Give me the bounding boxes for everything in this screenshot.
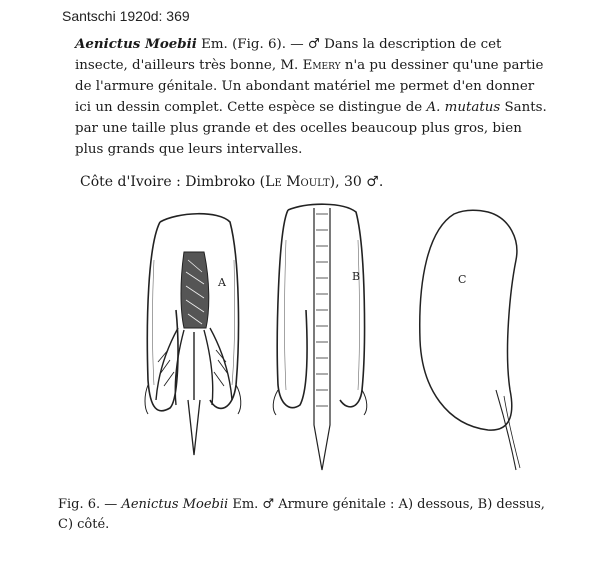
paragraph-line-1-text: Em. (Fig. 6). — ♂ Dans la description de cet	[196, 37, 502, 52]
paragraph-line-3: de l'armure génitale. Un abondant matériel me permet d'en donner	[75, 79, 535, 94]
caption-species: Aenictus Moebii	[121, 497, 229, 512]
caption-line-1	[58, 495, 583, 515]
paragraph-line-2-text-a: insecte, d'ailleurs très bonne, M.	[75, 58, 303, 73]
caption-line-1-text: Em. ♂ Armure génitale : A) dessous, B) dessus,	[228, 497, 545, 512]
label-a: A	[218, 276, 226, 289]
paragraph-line-4	[75, 97, 581, 118]
author-name: Emery	[302, 58, 341, 73]
paragraph-line-4-text-b: Sants.	[500, 100, 547, 115]
locality-text-b: ), 30 ♂.	[329, 174, 384, 190]
label-b: B	[352, 270, 361, 283]
paragraph-line-5: par une taille plus grande et des ocelles beaucoup plus gros, bien	[75, 121, 522, 136]
genitalia-figure	[118, 200, 538, 485]
caption-line-2: C) côté.	[58, 517, 110, 532]
drawing-b	[273, 204, 367, 470]
locality-line	[80, 174, 383, 190]
genitalia-drawing	[118, 200, 538, 485]
species-name: Aenictus Moebii	[75, 36, 197, 52]
paragraph-line-2-text-b: n'a pu dessiner qu'une partie	[340, 58, 544, 73]
paragraph-line-1	[75, 34, 581, 55]
drawing-a	[145, 214, 241, 455]
label-c: C	[458, 273, 467, 286]
caption-prefix: Fig. 6. —	[58, 497, 122, 512]
citation-header: Santschi 1920d: 369	[62, 8, 190, 24]
drawing-c	[420, 210, 520, 470]
compared-species: A. mutatus	[426, 100, 501, 115]
figure-caption	[58, 495, 583, 535]
paragraph-line-4-text-a: ici un dessin complet. Cette espèce se distingue de	[75, 100, 427, 115]
locality-text-a: Côte d'Ivoire : Dimbroko (	[80, 174, 266, 190]
paragraph-line-2	[75, 55, 581, 76]
paragraph-line-6: plus grands que leurs intervalles.	[75, 142, 303, 157]
description-paragraph	[75, 34, 581, 160]
collector-name: Le Moult	[265, 174, 330, 190]
